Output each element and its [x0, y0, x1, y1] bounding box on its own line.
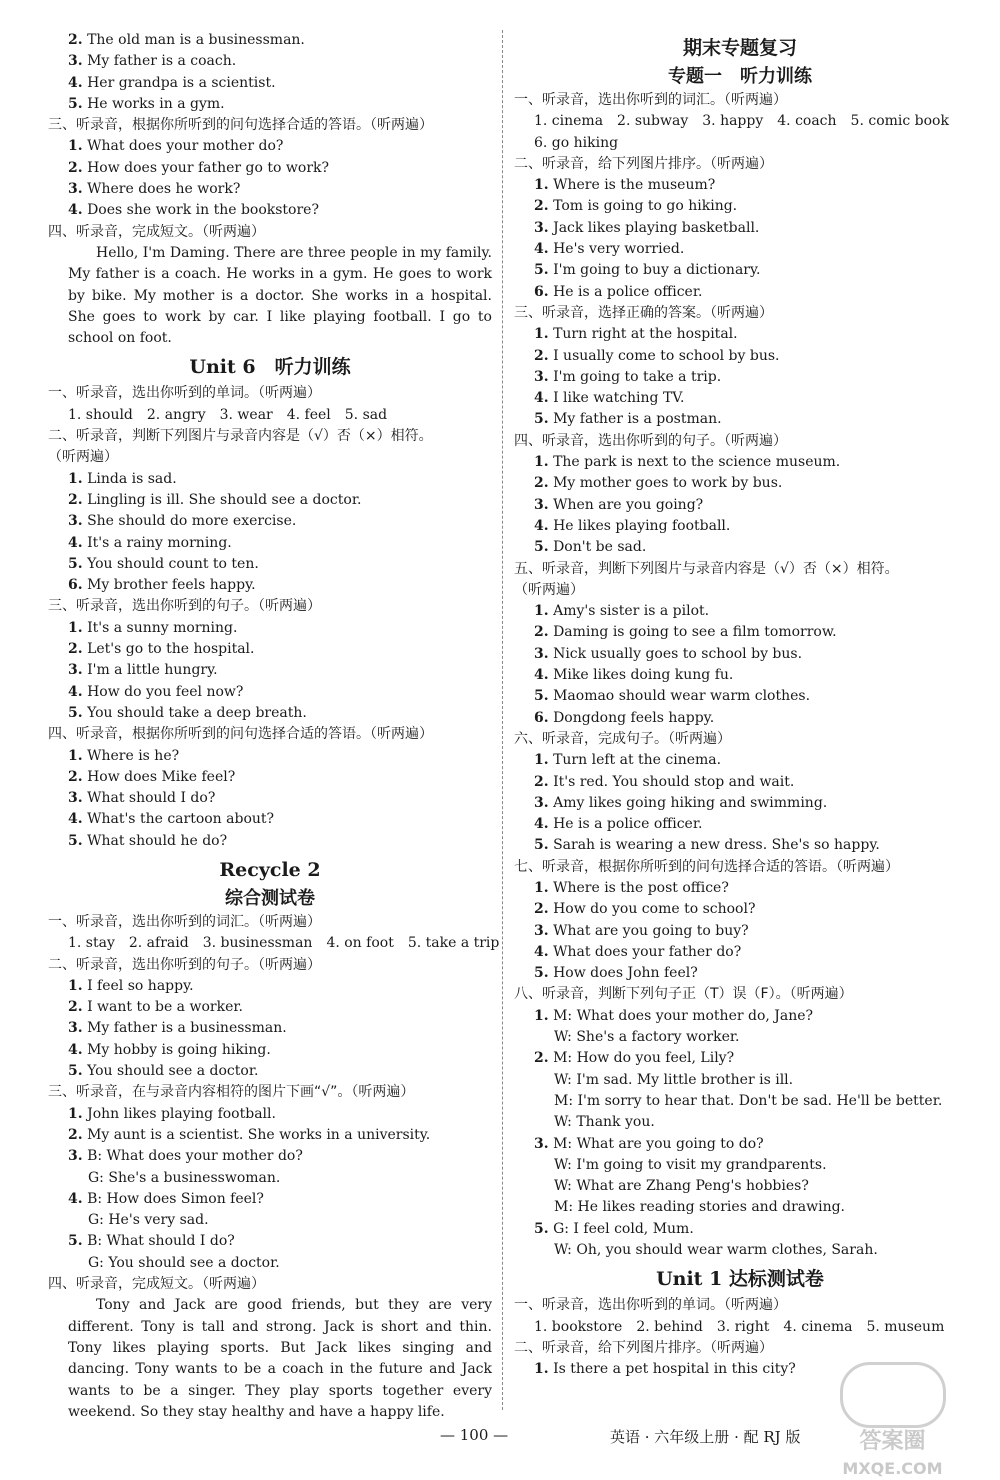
item-text: He likes playing football. — [553, 517, 731, 534]
item-text: It's red. You should stop and wait. — [553, 773, 795, 790]
item-number: 2. — [68, 768, 83, 785]
list-item — [48, 997, 492, 1018]
item-text: Dongdong feels happy. — [553, 709, 715, 726]
item-text: Where does he work? — [87, 181, 241, 198]
list-item — [48, 618, 492, 639]
item-number: 2. — [68, 999, 83, 1016]
item-number: 2. — [534, 624, 549, 641]
item-number: 4. — [534, 667, 549, 684]
list-item — [48, 469, 492, 490]
item-number: 2. — [68, 491, 83, 508]
word-list: 1. stay 2. afraid 3. businessman 4. on foot 5. take a trip — [68, 935, 500, 952]
list-item — [514, 793, 966, 814]
item-text: He is a police officer. — [553, 816, 703, 833]
item-text: You should count to ten. — [87, 555, 259, 572]
passage-text: Tony and Jack are good friends, but they are very different. Tony is tall and strong. Jack is short and thin. Tony likes playing sports. But Jack likes singing and dancing. Tony wants to be a coach in the future and Jack wants to be a singer. They play sports together every weekend. So they stay healthy and have a happy life. — [68, 1297, 492, 1420]
section-heading: 三、听录音，根据你所听到的问句选择合适的答语。（听两遍） — [48, 117, 433, 134]
section-heading: 四、听录音，完成短文。（听两遍） — [48, 223, 265, 240]
list-item — [48, 200, 492, 221]
item-text: My brother feels happy. — [87, 577, 256, 594]
list-item — [514, 346, 966, 367]
item-number: 2. — [534, 347, 549, 364]
item-number: 3. — [534, 1135, 549, 1152]
item-text: Does she work in the bookstore? — [87, 202, 319, 219]
item-text: How do you feel now? — [87, 683, 244, 700]
item-text: How does Mike feel? — [87, 768, 236, 785]
item-text: I usually come to school by bus. — [553, 347, 780, 364]
item-number: 3. — [534, 922, 549, 939]
list-item — [48, 575, 492, 596]
dialogue-line: W: I'm going to visit my grandparents. — [554, 1156, 827, 1173]
section-heading: 二、听录音，给下列图片排序。（听两遍） — [514, 155, 773, 172]
list-item — [514, 409, 966, 430]
item-number: 6. — [534, 709, 549, 726]
watermark-seal-icon — [840, 1362, 946, 1428]
list-item — [514, 1134, 966, 1155]
list-item — [514, 899, 966, 920]
item-text: The old man is a businessman. — [87, 32, 305, 48]
item-number: 5. — [68, 95, 83, 112]
item-text: Let's go to the hospital. — [87, 641, 255, 658]
item-number: 3. — [534, 219, 549, 236]
list-item — [514, 686, 966, 707]
item-text: Daming is going to see a film tomorrow. — [553, 624, 837, 641]
item-text: He is a police officer. — [553, 283, 703, 300]
item-number: 4. — [534, 390, 549, 407]
item-text: Where is the museum? — [553, 177, 716, 194]
item-text: B: What should I do? — [87, 1233, 235, 1250]
item-text: I'm a little hungry. — [87, 662, 218, 679]
item-number: 5. — [534, 688, 549, 705]
item-number: 1. — [68, 977, 83, 994]
item-number: 6. — [534, 283, 549, 300]
item-number: 3. — [534, 645, 549, 662]
item-number: 5. — [68, 1063, 83, 1080]
item-number: 1. — [534, 326, 549, 343]
item-text: M: What are you going to do? — [553, 1135, 764, 1152]
item-number: 2. — [534, 1050, 549, 1067]
item-number: 1. — [68, 470, 83, 487]
section-heading: 四、听录音，选出你听到的句子。（听两遍） — [514, 432, 787, 449]
item-text: My aunt is a scientist. She works in a university. — [87, 1126, 431, 1143]
list-item — [48, 976, 492, 997]
word-list: 6. go hiking — [534, 134, 619, 151]
unit-title: 期末专题复习 — [682, 37, 797, 59]
item-text: I like watching TV. — [553, 390, 685, 407]
unit-title: Recycle 2 — [219, 858, 321, 881]
section-heading: 六、听录音，完成句子。（听两遍） — [514, 730, 731, 747]
item-number: 4. — [68, 811, 83, 828]
item-number: 3. — [68, 513, 83, 530]
list-item — [514, 814, 966, 835]
item-text: B: How does Simon feel? — [87, 1190, 264, 1207]
item-number: 4. — [68, 534, 83, 551]
list-item — [514, 601, 966, 622]
item-text: He's very worried. — [553, 241, 685, 258]
list-item — [48, 682, 492, 703]
item-text: Where is the post office? — [553, 879, 729, 896]
item-number: 4. — [68, 74, 83, 91]
passage-text: Hello, I'm Daming. There are three people in my family. My father is a coach. He works in a gym. He goes to work by bike. My mother is a doctor. She works in a hospital. She goes to work by car. I like playing football. I go to school on foot. — [68, 244, 492, 347]
item-text: You should take a deep breath. — [87, 704, 307, 721]
word-list: 1. bookstore 2. behind 3. right 4. cinema 5. museum — [534, 1318, 945, 1335]
list-item — [514, 878, 966, 899]
item-number: 1. — [534, 603, 549, 620]
list-item — [48, 94, 492, 115]
item-text: She should do more exercise. — [87, 513, 297, 530]
list-item — [48, 746, 492, 767]
item-text: Jack likes playing basketball. — [553, 219, 760, 236]
list-item — [514, 1048, 966, 1069]
item-number: 1. — [68, 138, 83, 155]
item-text: My father is a businessman. — [87, 1020, 287, 1037]
section-heading: 一、听录音，选出你听到的词汇。（听两遍） — [48, 913, 321, 930]
item-text: Turn right at the hospital. — [553, 326, 738, 343]
item-number: 3. — [534, 368, 549, 385]
dialogue-line: G: He's very sad. — [88, 1212, 209, 1229]
list-item — [514, 835, 966, 856]
section-heading: 七、听录音，根据你所听到的问句选择合适的答语。（听两遍） — [514, 858, 899, 875]
list-item — [514, 388, 966, 409]
list-item — [48, 1040, 492, 1061]
item-text: John likes playing football. — [87, 1105, 276, 1122]
section-heading: 五、听录音，判断下列图片与录音内容是（√）否（×）相符。 — [514, 560, 899, 577]
item-text: What are you going to buy? — [553, 922, 749, 939]
dialogue-line: W: She's a factory worker. — [554, 1029, 740, 1046]
section-heading: 三、听录音，选出你听到的句子。（听两遍） — [48, 598, 321, 615]
item-text: Lingling is ill. She should see a doctor. — [87, 491, 362, 508]
section-heading: （听两遍） — [48, 449, 118, 466]
list-item — [48, 1104, 492, 1125]
list-item — [48, 136, 492, 157]
list-item — [48, 788, 492, 809]
item-number: 4. — [68, 683, 83, 700]
dialogue-line: W: What are Zhang Peng's hobbies? — [554, 1178, 809, 1195]
item-text: My father is a coach. — [87, 53, 237, 70]
item-text: Amy likes going hiking and swimming. — [553, 794, 828, 811]
list-item — [48, 51, 492, 72]
watermark-logo — [800, 1362, 985, 1478]
list-item — [48, 660, 492, 681]
list-item — [48, 73, 492, 94]
list-item — [514, 1219, 966, 1240]
item-text: You should see a doctor. — [87, 1063, 259, 1080]
section-heading: 二、听录音，给下列图片排序。（听两遍） — [514, 1339, 773, 1356]
item-text: What's the cartoon about? — [87, 811, 275, 828]
list-item — [514, 516, 966, 537]
item-number: 2. — [534, 475, 549, 492]
right-column — [514, 30, 966, 1381]
list-item — [514, 708, 966, 729]
item-number: 5. — [534, 539, 549, 556]
item-text: Turn left at the cinema. — [553, 752, 722, 769]
item-text: The park is next to the science museum. — [553, 454, 841, 471]
item-text: G: I feel cold, Mum. — [553, 1220, 694, 1237]
item-number: 4. — [534, 241, 549, 258]
item-number: 1. — [68, 747, 83, 764]
item-text: I feel so happy. — [87, 977, 194, 994]
book-info: 英语 · 六年级上册 · 配 RJ 版 — [610, 1428, 801, 1446]
item-number: 4. — [534, 517, 549, 534]
item-text: When are you going? — [553, 496, 704, 513]
list-item — [514, 452, 966, 473]
list-item — [514, 175, 966, 196]
list-item — [514, 537, 966, 558]
item-text: Is there a pet hospital in this city? — [553, 1361, 796, 1378]
section-heading: 三、听录音，选择正确的答案。（听两遍） — [514, 304, 773, 321]
list-item — [514, 644, 966, 665]
list-item — [514, 921, 966, 942]
item-number: 1. — [534, 752, 549, 769]
unit-title: Unit 6 听力训练 — [189, 356, 351, 379]
list-item — [514, 282, 966, 303]
list-item — [48, 1018, 492, 1039]
list-item — [514, 495, 966, 516]
dialogue-line: G: She's a businesswoman. — [88, 1169, 281, 1186]
item-number: 4. — [68, 1041, 83, 1058]
item-text: What does your mother do? — [87, 138, 284, 155]
passage — [48, 1295, 492, 1423]
item-text: How does your father go to work? — [87, 159, 329, 176]
list-item — [514, 218, 966, 239]
list-item — [514, 772, 966, 793]
item-number: 5. — [534, 1220, 549, 1237]
item-number: 5. — [534, 837, 549, 854]
item-number: 3. — [534, 794, 549, 811]
item-text: It's a rainy morning. — [87, 534, 232, 551]
list-item — [514, 324, 966, 345]
dialogue-line: W: Thank you. — [554, 1114, 655, 1131]
item-text: Mike likes doing kung fu. — [553, 667, 734, 684]
item-text: Amy's sister is a pilot. — [553, 603, 710, 620]
section-heading: 二、听录音，判断下列图片与录音内容是（√）否（×）相符。 — [48, 428, 433, 445]
item-text: M: What does your mother do, Jane? — [553, 1007, 814, 1024]
item-text: Don't be sad. — [553, 539, 647, 556]
section-heading: 二、听录音，选出你听到的句子。（听两遍） — [48, 956, 321, 973]
list-item — [48, 831, 492, 852]
item-text: I want to be a worker. — [87, 999, 243, 1016]
item-number: 1. — [534, 1007, 549, 1024]
list-item — [514, 367, 966, 388]
item-number: 5. — [534, 262, 549, 279]
item-text: What does your father do? — [553, 943, 742, 960]
item-text: Sarah is wearing a new dress. She's so happy. — [553, 837, 880, 854]
dialogue-line: M: I'm sorry to hear that. Don't be sad. He'll be better. — [554, 1092, 943, 1109]
item-text: Nick usually goes to school by bus. — [553, 645, 803, 662]
passage — [48, 243, 492, 349]
item-number: 5. — [534, 411, 549, 428]
item-text: What should he do? — [87, 832, 228, 849]
list-item — [48, 809, 492, 830]
item-text: B: What does your mother do? — [87, 1148, 303, 1165]
column-divider — [502, 30, 503, 1410]
item-number: 4. — [534, 816, 549, 833]
section-heading: 八、听录音，判断下列句子正（T）误（F）。（听两遍） — [514, 986, 853, 1003]
sub-title: 专题一 听力训练 — [668, 66, 812, 87]
item-number: 4. — [534, 943, 549, 960]
section-heading: 一、听录音，选出你听到的单词。（听两遍） — [48, 385, 321, 402]
item-number: 5. — [68, 555, 83, 572]
item-number: 5. — [534, 965, 549, 982]
list-item — [48, 158, 492, 179]
list-item — [514, 622, 966, 643]
section-heading: 三、听录音，在与录音内容相符的图片下画“√”。（听两遍） — [48, 1084, 415, 1101]
list-item — [514, 196, 966, 217]
item-number: 1. — [534, 1361, 549, 1378]
item-text: He works in a gym. — [87, 95, 225, 112]
page-number: — 100 — — [440, 1426, 509, 1444]
section-heading: 一、听录音，选出你听到的单词。（听两遍） — [514, 1297, 787, 1314]
item-number: 3. — [534, 496, 549, 513]
item-number: 1. — [68, 1105, 83, 1122]
item-number: 2. — [534, 901, 549, 918]
item-number: 5. — [68, 1233, 83, 1250]
list-item — [48, 1189, 492, 1210]
item-number: 3. — [68, 181, 83, 198]
section-heading: 四、听录音，完成短文。（听两遍） — [48, 1276, 265, 1293]
list-item — [514, 963, 966, 984]
item-number: 2. — [68, 159, 83, 176]
list-item — [48, 767, 492, 788]
list-item — [514, 665, 966, 686]
item-text: Linda is sad. — [87, 470, 177, 487]
dialogue-line: W: Oh, you should wear warm clothes, Sarah. — [554, 1242, 878, 1259]
item-text: How do you come to school? — [553, 901, 756, 918]
dialogue-line: M: He likes reading stories and drawing. — [554, 1199, 845, 1216]
dialogue-line: W: I'm sad. My little brother is ill. — [554, 1071, 794, 1088]
item-text: What should I do? — [87, 790, 216, 807]
item-number: 2. — [68, 1126, 83, 1143]
list-item — [48, 511, 492, 532]
item-text: Maomao should wear warm clothes. — [553, 688, 811, 705]
item-text: My mother goes to work by bus. — [553, 475, 783, 492]
sub-title: 综合测试卷 — [225, 887, 315, 909]
section-heading: 一、听录音，选出你听到的词汇。（听两遍） — [514, 92, 787, 108]
list-item — [48, 1061, 492, 1082]
list-item — [48, 639, 492, 660]
watermark-text: 答案圈 MXQE.COM — [842, 1429, 943, 1478]
item-number: 3. — [68, 53, 83, 70]
section-heading: 四、听录音，根据你所听到的问句选择合适的答语。（听两遍） — [48, 726, 433, 743]
item-text: Tom is going to go hiking. — [553, 198, 738, 215]
list-item — [48, 490, 492, 511]
item-number: 2. — [68, 641, 83, 658]
item-number: 2. — [68, 32, 83, 48]
item-text: I'm going to take a trip. — [553, 368, 722, 385]
item-number: 6. — [68, 577, 83, 594]
list-item — [48, 179, 492, 200]
item-text: My father is a postman. — [553, 411, 722, 428]
item-text: I'm going to buy a dictionary. — [553, 262, 761, 279]
list-item — [514, 750, 966, 771]
item-number: 1. — [68, 619, 83, 636]
list-item — [48, 703, 492, 724]
dialogue-line: G: You should see a doctor. — [88, 1254, 280, 1271]
item-text: Her grandpa is a scientist. — [87, 74, 276, 91]
word-list: 1. should 2. angry 3. wear 4. feel 5. sad — [68, 406, 388, 423]
item-text: My hobby is going hiking. — [87, 1041, 271, 1058]
item-number: 3. — [68, 1020, 83, 1037]
item-number: 1. — [534, 879, 549, 896]
unit-title: Unit 1 达标测试卷 — [656, 1268, 824, 1291]
list-item — [48, 533, 492, 554]
item-number: 4. — [68, 1190, 83, 1207]
list-item — [48, 30, 492, 51]
item-number: 5. — [68, 832, 83, 849]
list-item — [48, 1146, 492, 1167]
left-column — [48, 30, 500, 1423]
item-number: 4. — [68, 202, 83, 219]
item-text: Where is he? — [87, 747, 180, 764]
item-number: 2. — [534, 198, 549, 215]
list-item — [48, 554, 492, 575]
list-item — [514, 1006, 966, 1027]
section-heading: （听两遍） — [514, 581, 584, 598]
item-text: How does John feel? — [553, 965, 698, 982]
item-number: 3. — [68, 662, 83, 679]
item-number: 5. — [68, 704, 83, 721]
list-item — [514, 473, 966, 494]
item-number: 1. — [534, 454, 549, 471]
item-text: It's a sunny morning. — [87, 619, 238, 636]
list-item — [514, 260, 966, 281]
item-number: 3. — [68, 1148, 83, 1165]
item-number: 1. — [534, 177, 549, 194]
item-number: 3. — [68, 790, 83, 807]
list-item — [48, 1231, 492, 1252]
item-number: 2. — [534, 773, 549, 790]
word-list: 1. cinema 2. subway 3. happy 4. coach 5. comic book — [534, 113, 949, 130]
list-item — [48, 1125, 492, 1146]
list-item — [514, 942, 966, 963]
item-text: M: How do you feel, Lily? — [553, 1050, 735, 1067]
list-item — [514, 239, 966, 260]
